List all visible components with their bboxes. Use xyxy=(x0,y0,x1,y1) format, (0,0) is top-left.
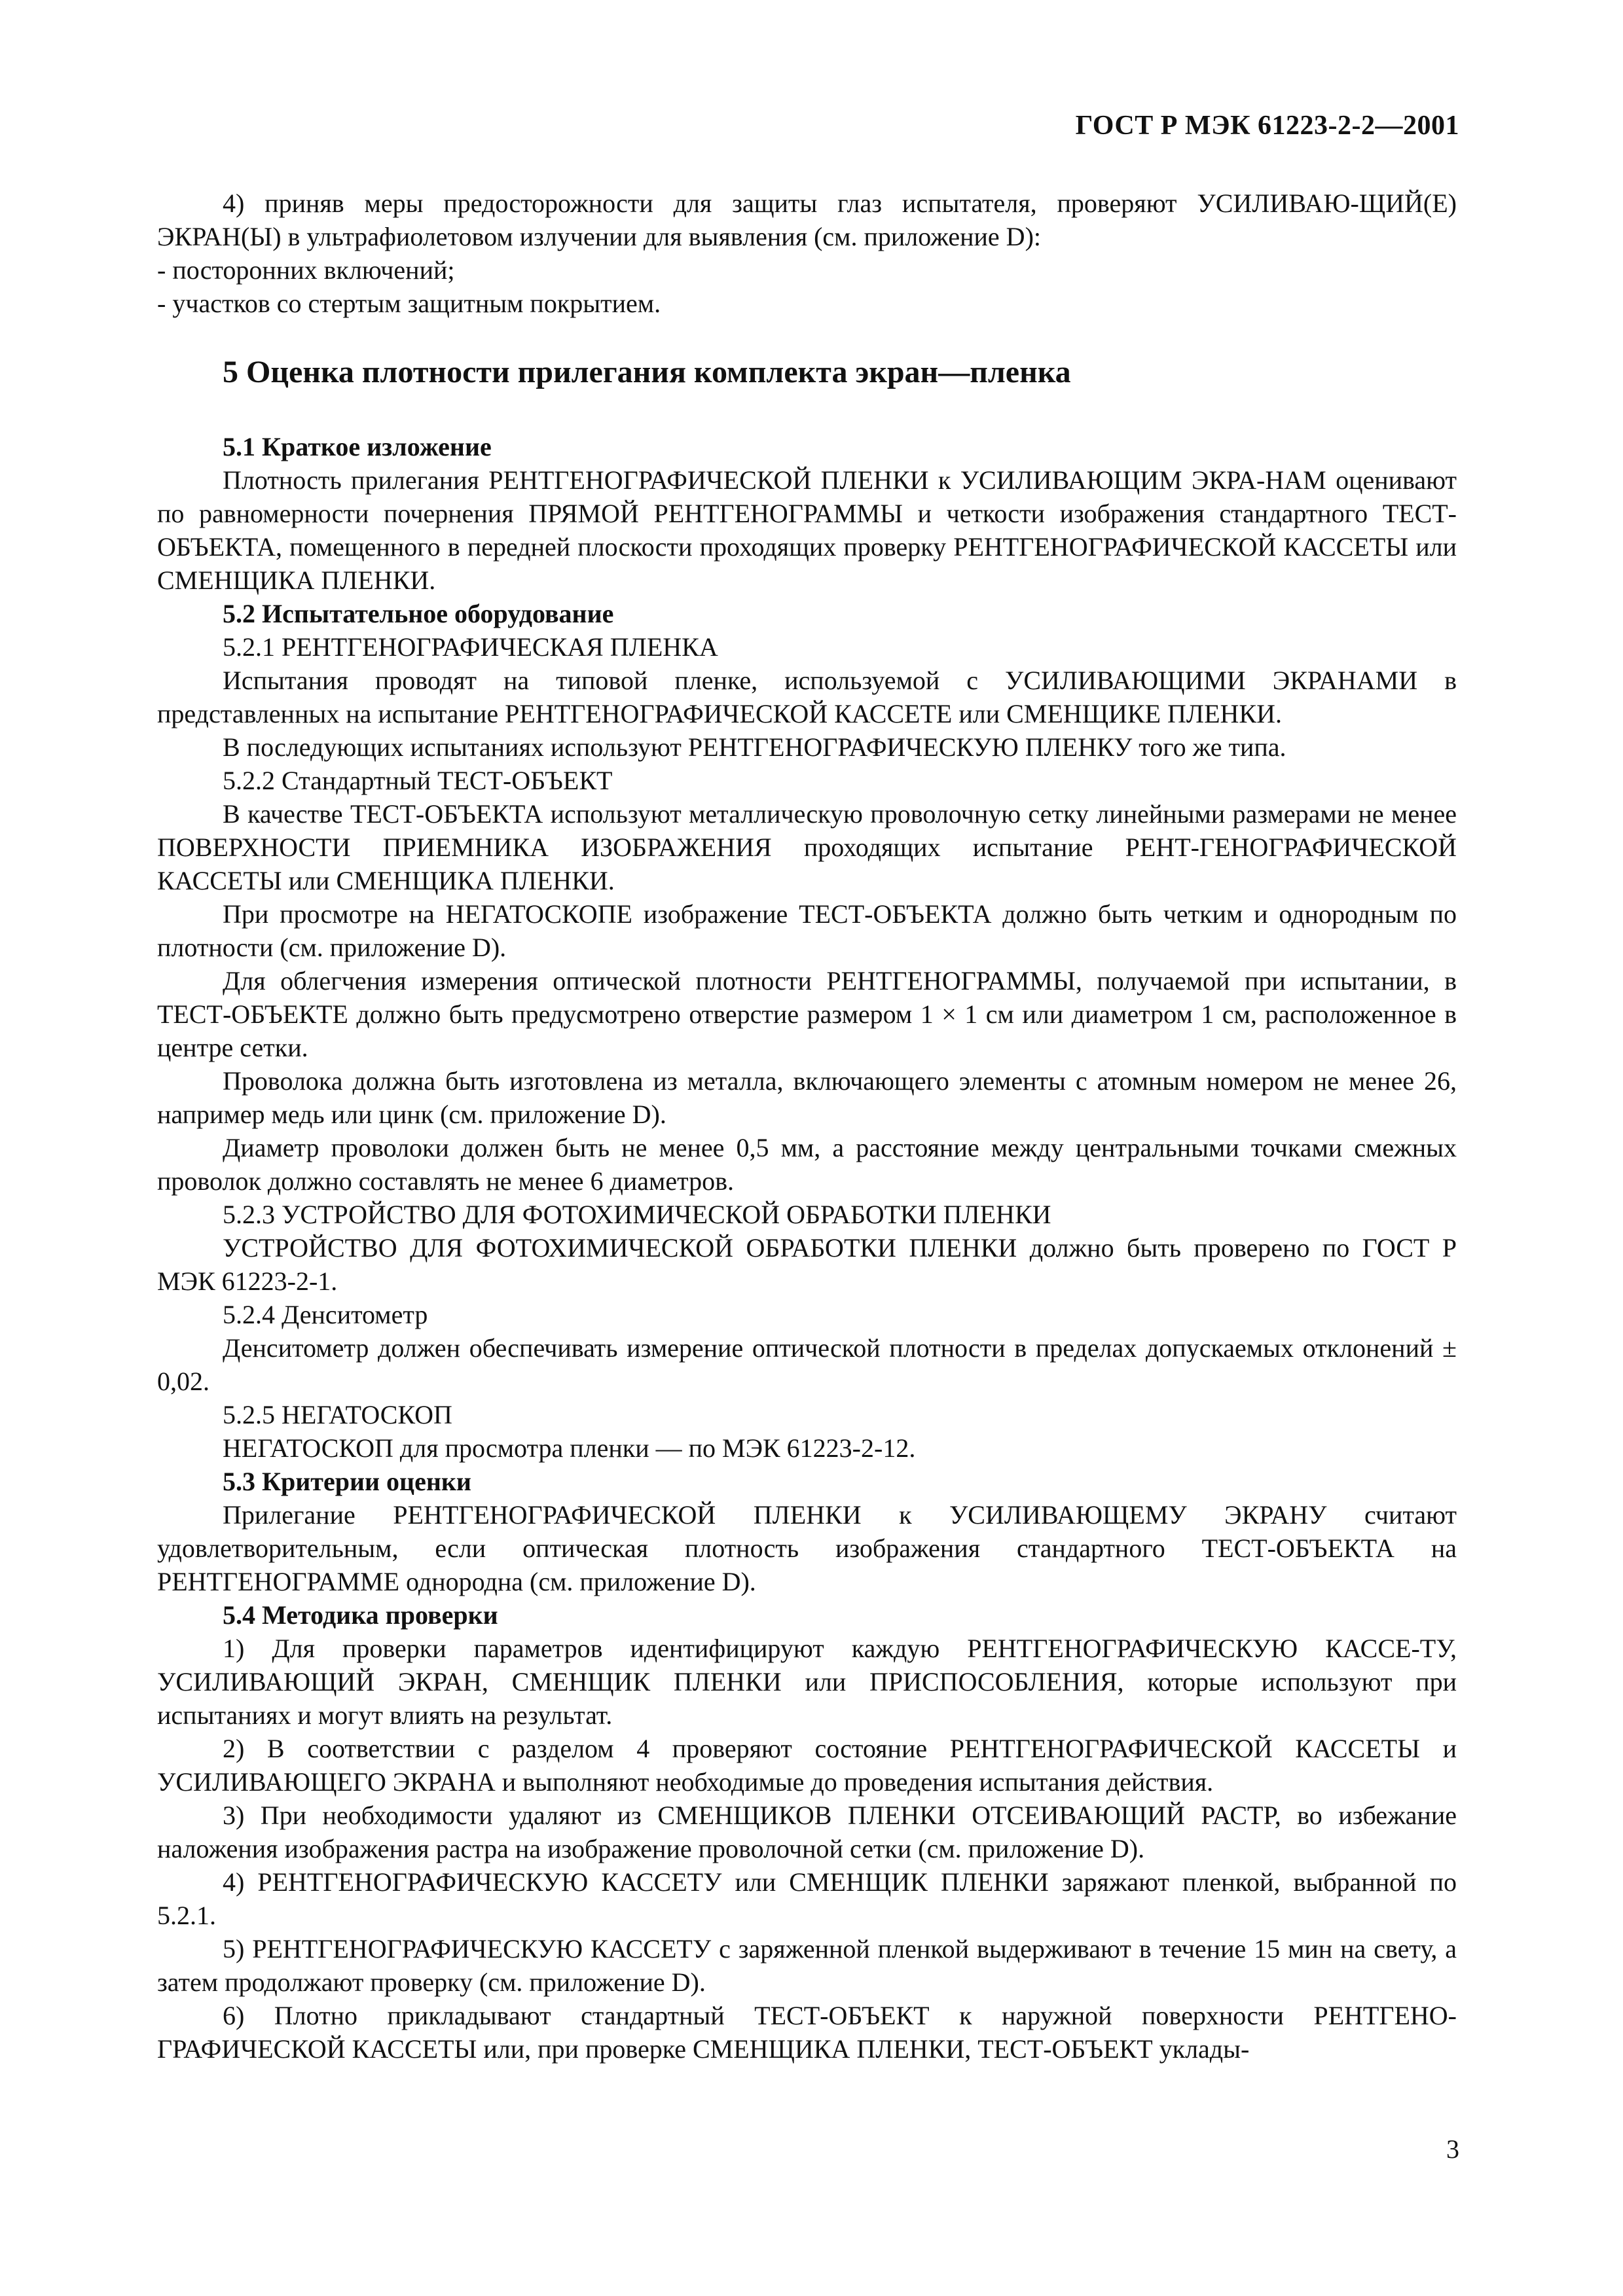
subsection-5-2-2-paragraph-1: В качестве ТЕСТ-ОБЪЕКТА используют металлическую проволочную сетку линейными размерами не менее ПОВЕРХНОСТИ ПРИЕМНИКА ИЗОБРАЖЕНИЯ проходящих испытание РЕНТ-ГЕНОГРАФИЧЕСКОЙ КАССЕТЫ или СМЕНЩИКА ПЛЕНКИ. xyxy=(157,799,1457,895)
subsection-5-2-1-paragraph-1: Испытания проводят на типовой пленке, используемой с УСИЛИВАЮЩИМИ ЭКРАНАМИ в представленных на испытание РЕНТГЕНОГРАФИЧЕСКОЙ КАССЕТЕ или СМЕНЩИКЕ ПЛЕНКИ. xyxy=(157,666,1457,728)
intro-item-4: 4) приняв меры предосторожности для защиты глаз испытателя, проверяют УСИЛИВАЮ-ЩИЙ(Е) ЭКРАН(Ы) в ультрафиолетовом излучении для выявления (см. приложение D): xyxy=(157,188,1457,251)
subsection-5-2-1-heading: 5.2.1 РЕНТГЕНОГРАФИЧЕСКАЯ ПЛЕНКА xyxy=(223,632,718,662)
procedure-step-5: 5) РЕНТГЕНОГРАФИЧЕСКУЮ КАССЕТУ с заряженной пленкой выдерживают в течение 15 мин на свету, а затем продолжают проверку (см. приложение D). xyxy=(157,1934,1457,1997)
intro-bullet-2: - участков со стертым защитным покрытием. xyxy=(157,289,661,318)
procedure-step-1: 1) Для проверки параметров идентифицируют каждую РЕНТГЕНОГРАФИЧЕСКУЮ КАССЕ-ТУ, УСИЛИВАЮЩИЙ ЭКРАН, СМЕНЩИК ПЛЕНКИ или ПРИСПОСОБЛЕНИЯ, которые используют при испытаниях и могут влиять на результат. xyxy=(157,1634,1457,1730)
subsection-5-2-2-paragraph-2: При просмотре на НЕГАТОСКОПЕ изображение ТЕСТ-ОБЪЕКТА должно быть четким и однородным по плотности (см. приложение D). xyxy=(157,899,1457,962)
page-number: 3 xyxy=(1446,2134,1459,2164)
subsection-5-2-2-heading: 5.2.2 Стандартный ТЕСТ-ОБЪЕКТ xyxy=(223,766,613,795)
section-5-heading: 5 Оценка плотности прилегания комплекта экран—пленка xyxy=(223,355,1071,389)
subsection-5-2-5-paragraph-1: НЕГАТОСКОП для просмотра пленки — по МЭК 61223-2-12. xyxy=(223,1433,916,1463)
subsection-5-2-4-paragraph-1: Денситометр должен обеспечивать измерение оптической плотности в пределах допускаемых отклонений ± 0,02. xyxy=(157,1333,1457,1396)
procedure-step-6: 6) Плотно прикладывают стандартный ТЕСТ-ОБЪЕКТ к наружной поверхности РЕНТГЕНО-ГРАФИЧЕСКОЙ КАССЕТЫ или, при проверке СМЕНЩИКА ПЛЕНКИ, ТЕСТ-ОБЪЕКТ уклады- xyxy=(157,2001,1457,2064)
subsection-5-2-4-heading: 5.2.4 Денситометр xyxy=(223,1300,428,1329)
document-header: ГОСТ Р МЭК 61223-2-2—2001 xyxy=(1075,111,1459,141)
subsection-5-1-text: Плотность прилегания РЕНТГЕНОГРАФИЧЕСКОЙ ПЛЕНКИ к УСИЛИВАЮЩИМ ЭКРА-НАМ оценивают по равномерности почернения ПРЯМОЙ РЕНТГЕНОГРАММЫ и четкости изображения стандартного ТЕСТ-ОБЪЕКТА, помещенного в передней плоскости проходящих проверку РЕНТГЕНОГРАФИЧЕСКОЙ КАССЕТЫ или СМЕНЩИКА ПЛЕНКИ. xyxy=(157,465,1457,595)
subsection-5-2-2-paragraph-4: Проволока должна быть изготовлена из металла, включающего элементы с атомным номером не менее 26, например медь или цинк (см. приложение D). xyxy=(157,1066,1457,1129)
intro-bullet-1: - посторонних включений; xyxy=(157,255,455,285)
subsection-5-3-paragraph-1: Прилегание РЕНТГЕНОГРАФИЧЕСКОЙ ПЛЕНКИ к УСИЛИВАЮЩЕМУ ЭКРАНУ считают удовлетворительным, если оптическая плотность изображения стандартного ТЕСТ-ОБЪЕКТА на РЕНТГЕНОГРАММЕ однородна (см. приложение D). xyxy=(157,1500,1457,1596)
subsection-5-4-heading: 5.4 Методика проверки xyxy=(223,1600,498,1630)
subsection-5-2-heading: 5.2 Испытательное оборудование xyxy=(223,599,614,628)
subsection-5-2-3-paragraph-1: УСТРОЙСТВО ДЛЯ ФОТОХИМИЧЕСКОЙ ОБРАБОТКИ ПЛЕНКИ должно быть проверено по ГОСТ Р МЭК 61223-2-1. xyxy=(157,1233,1457,1296)
subsection-5-1-heading: 5.1 Краткое изложение xyxy=(223,432,492,461)
procedure-step-2: 2) В соответствии с разделом 4 проверяют состояние РЕНТГЕНОГРАФИЧЕСКОЙ КАССЕТЫ и УСИЛИВАЮЩЕГО ЭКРАНА и выполняют необходимые до проведения испытания действия. xyxy=(157,1734,1457,1797)
subsection-5-2-1-paragraph-2: В последующих испытаниях используют РЕНТГЕНОГРАФИЧЕСКУЮ ПЛЕНКУ того же типа. xyxy=(223,732,1286,762)
procedure-step-4: 4) РЕНТГЕНОГРАФИЧЕСКУЮ КАССЕТУ или СМЕНЩИК ПЛЕНКИ заряжают пленкой, выбранной по 5.2.1. xyxy=(157,1867,1457,1930)
procedure-step-3: 3) При необходимости удаляют из СМЕНЩИКОВ ПЛЕНКИ ОТСЕИВАЮЩИЙ РАСТР, во избежание наложения изображения растра на изображение проволочной сетки (см. приложение D). xyxy=(157,1801,1457,1863)
subsection-5-2-2-paragraph-5: Диаметр проволоки должен быть не менее 0,5 мм, а расстояние между центральными точками смежных проволок должно составлять не менее 6 диаметров. xyxy=(157,1133,1457,1196)
document-body xyxy=(157,187,1457,2066)
subsection-5-2-5-heading: 5.2.5 НЕГАТОСКОП xyxy=(223,1400,452,1429)
subsection-5-2-3-heading: 5.2.3 УСТРОЙСТВО ДЛЯ ФОТОХИМИЧЕСКОЙ ОБРАБОТКИ ПЛЕНКИ xyxy=(223,1200,1051,1229)
subsection-5-3-heading: 5.3 Критерии оценки xyxy=(223,1467,471,1496)
subsection-5-2-2-paragraph-3: Для облегчения измерения оптической плотности РЕНТГЕНОГРАММЫ, получаемой при испытании, в ТЕСТ-ОБЪЕКТЕ должно быть предусмотрено отверстие размером 1 × 1 см или диаметром 1 см, расположенное в центре сетки. xyxy=(157,966,1457,1062)
